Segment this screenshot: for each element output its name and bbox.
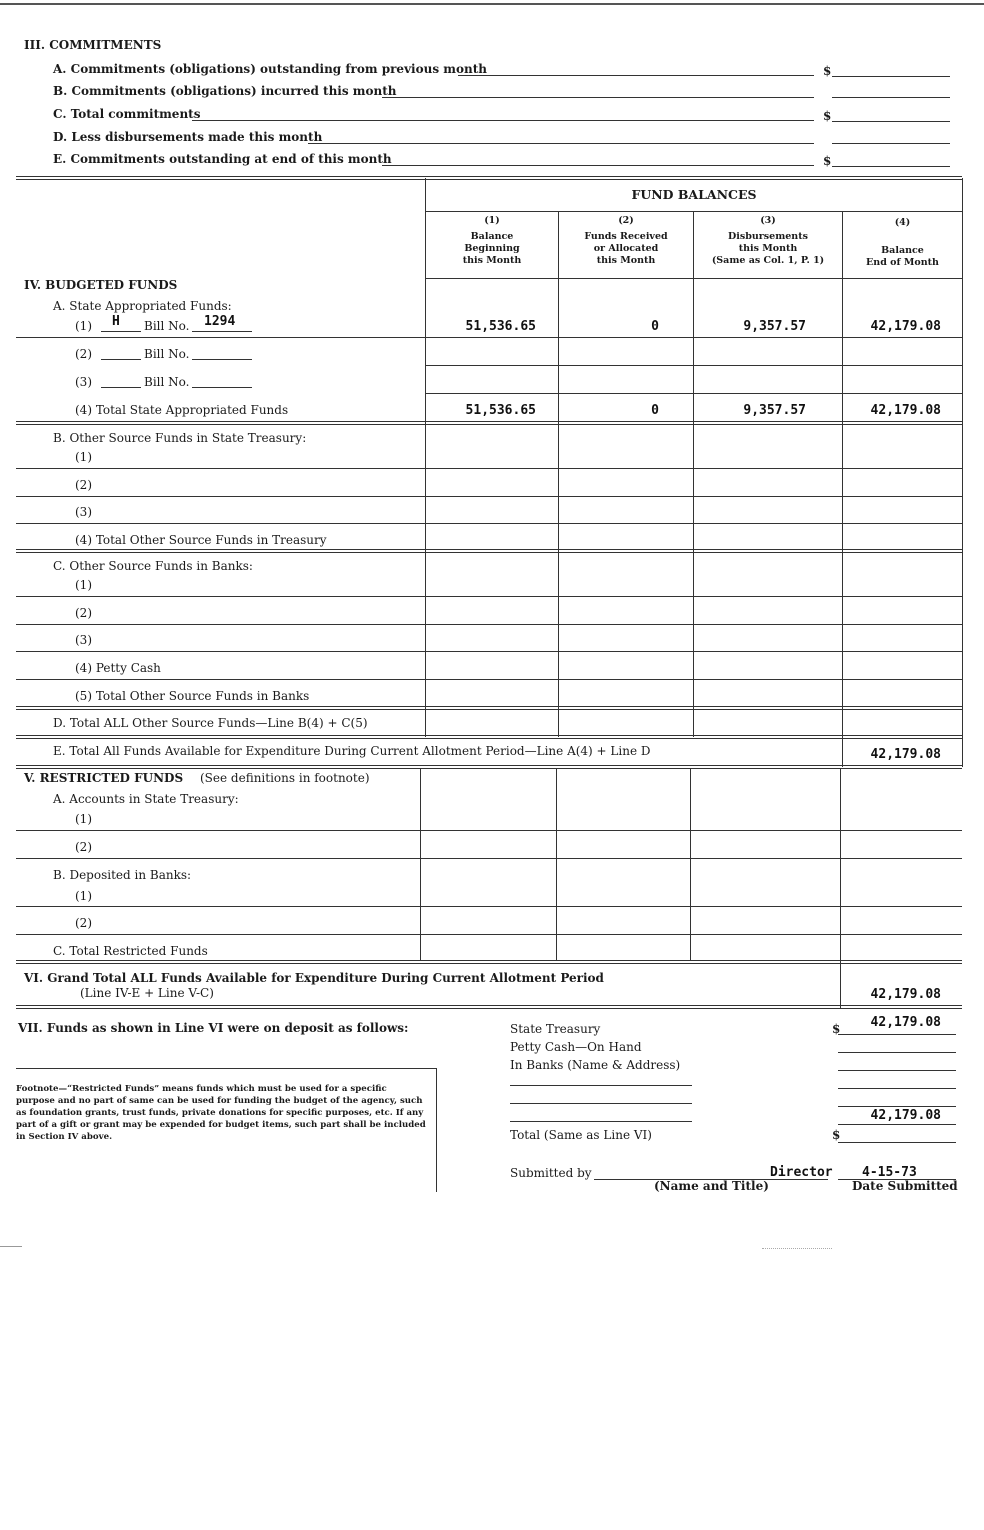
a1-bill-field[interactable]: [192, 331, 252, 332]
section-6-value: 42,179.08: [870, 987, 941, 1002]
row-rule-a2: [425, 365, 962, 366]
a1-bill-label: Bill No.: [144, 319, 190, 333]
col1-line1: Balance: [470, 231, 514, 242]
name-title-caption: (Name and Title): [654, 1179, 769, 1193]
a3-num: (3): [75, 375, 92, 389]
row-rule-c2: [16, 624, 962, 625]
section-3-title: III. COMMITMENTS: [24, 38, 162, 52]
v-col-divider-3: [690, 768, 691, 960]
restricted-banks-heading: B. Deposited in Banks:: [53, 868, 192, 882]
state-treasury-field[interactable]: [838, 1034, 956, 1035]
a3-bill-label: Bill No.: [144, 375, 190, 389]
col3-line2: this Month: [738, 243, 798, 254]
commitment-line-b-leader: [382, 97, 814, 98]
commitment-line-d-label: D. Less disbursements made this month: [53, 130, 323, 144]
c3-label: (3): [75, 633, 92, 647]
a3-prefix-field[interactable]: [101, 387, 141, 388]
top-edge-rule: [0, 3, 984, 5]
column-header-1: [426, 215, 558, 267]
other-banks-heading: C. Other Source Funds in Banks:: [53, 559, 253, 573]
a2-prefix-field[interactable]: [101, 359, 141, 360]
v-col-divider-2: [556, 768, 557, 960]
banks-amount-field-1[interactable]: [838, 1070, 956, 1071]
v-b2-label: (2): [75, 916, 92, 930]
total-amount-field[interactable]: [838, 1142, 956, 1143]
banks-amount-field-4[interactable]: [838, 1124, 956, 1125]
other-treasury-heading: B. Other Source Funds in State Treasury:: [53, 431, 307, 445]
banks-amount-field-2[interactable]: [838, 1088, 956, 1089]
banks-value: 42,179.08: [870, 1108, 941, 1123]
a4-col3-value: 9,357.57: [743, 403, 806, 418]
footnote-text: Footnote—“Restricted Funds” means funds which must be used for a specific purpose and no part of same can be used for funding the budget of the agency, such as foundation grants, trust funds, private donations for specific purposes, etc. If any part of a gift or grant may be expended for budget items, such part shall be included in Section IV above.: [16, 1084, 426, 1142]
b3-label: (3): [75, 505, 92, 519]
c2-label: (2): [75, 606, 92, 620]
commitment-line-a-amount-field[interactable]: [832, 76, 950, 77]
commitment-line-c-amount-field[interactable]: [832, 121, 950, 122]
row-rule-b2: [16, 496, 962, 497]
row-rule-vi: [16, 1005, 962, 1009]
banks-label: In Banks (Name & Address): [510, 1058, 681, 1072]
row-rule-v-a2: [16, 858, 962, 859]
restricted-total-label: C. Total Restricted Funds: [53, 944, 208, 958]
commitment-line-c-leader: [192, 120, 814, 121]
a4-col4-value: 42,179.08: [870, 403, 941, 418]
commitment-line-e-leader: [382, 165, 814, 166]
line-e-label: E. Total All Funds Available for Expenditure During Current Allotment Period—Line A(4) + Line D: [53, 744, 651, 758]
col-divider-3: [693, 212, 694, 737]
col1-line3: this Month: [462, 255, 522, 266]
col2-line1: Funds Received: [584, 231, 668, 242]
col2-line2: or Allocated: [593, 243, 659, 254]
c4-label: (4) Petty Cash: [75, 661, 161, 675]
v-a1-label: (1): [75, 812, 92, 826]
table-top-rule: [16, 176, 962, 180]
submitted-by-label: Submitted by: [510, 1166, 592, 1180]
col-divider-right: [962, 178, 963, 767]
scan-mark-right: [762, 1248, 832, 1249]
a2-num: (2): [75, 347, 92, 361]
col2-line3: this Month: [596, 255, 656, 266]
restricted-treasury-heading: A. Accounts in State Treasury:: [53, 792, 239, 806]
row-rule-c4: [16, 679, 962, 680]
section-7-title: VII. Funds as shown in Line VI were on deposit as follows:: [18, 1021, 409, 1035]
a2-bill-field[interactable]: [192, 359, 252, 360]
state-appropriated-heading: A. State Appropriated Funds:: [53, 299, 232, 313]
commitment-line-e-label: E. Commitments outstanding at end of this month: [53, 152, 392, 166]
commitment-line-a-dollar: $: [823, 64, 832, 78]
v-col-divider-1: [420, 768, 421, 960]
bank-name-field-2[interactable]: [510, 1103, 692, 1104]
row-rule-a1: [16, 337, 962, 338]
a1-prefix-value: H: [112, 314, 120, 329]
line-e-value: 42,179.08: [870, 747, 941, 762]
column-header-2: [559, 215, 693, 267]
signer-title: Director: [770, 1165, 833, 1180]
petty-cash-field[interactable]: [838, 1052, 956, 1053]
commitment-line-a-label: A. Commitments (obligations) outstanding from previous month: [53, 62, 487, 76]
a4-col2-value: 0: [651, 403, 659, 418]
a3-bill-field[interactable]: [192, 387, 252, 388]
row-rule-a3: [425, 393, 962, 394]
col3-line1: Disbursements: [728, 231, 808, 242]
c1-label: (1): [75, 578, 92, 592]
row-rule-c1: [16, 596, 962, 597]
state-treasury-value: 42,179.08: [870, 1015, 941, 1030]
total-label: Total (Same as Line VI): [510, 1128, 652, 1142]
col4-line3: End of Month: [866, 257, 939, 268]
petty-cash-label: Petty Cash—On Hand: [510, 1040, 642, 1054]
col4-line1: [843, 233, 962, 245]
section-5-note: (See definitions in footnote): [200, 771, 370, 785]
scan-mark-left: [0, 1246, 22, 1247]
column-header-rule: [425, 278, 962, 279]
b2-label: (2): [75, 478, 92, 492]
commitment-line-d-leader: [308, 143, 814, 144]
fund-balances-title: FUND BALANCES: [631, 187, 757, 202]
bank-name-field-3[interactable]: [510, 1121, 692, 1122]
section-4-title: IV. BUDGETED FUNDS: [24, 278, 178, 292]
line-d-label: D. Total ALL Other Source Funds—Line B(4) + C(5): [53, 716, 368, 730]
row-rule-a4: [16, 421, 962, 425]
row-rule-b3: [16, 523, 962, 524]
footnote-box-right: [436, 1068, 437, 1192]
a1-col2-value: 0: [651, 319, 659, 334]
a4-label: (4) Total State Appropriated Funds: [75, 403, 289, 417]
section-6-subtitle: (Line IV-E + Line V-C): [80, 986, 214, 1000]
v-a2-label: (2): [75, 840, 92, 854]
total-dollar: $: [832, 1128, 841, 1142]
row-rule-v-b1: [16, 906, 962, 907]
commitment-line-e-amount-field[interactable]: [832, 166, 950, 167]
commitment-line-c-dollar: $: [823, 109, 832, 123]
col1-num: (1): [484, 215, 500, 226]
v-col-divider-4: [840, 768, 841, 1008]
row-rule-c5: [16, 706, 962, 710]
commitment-line-c-label: C. Total commitments: [53, 107, 201, 121]
commitment-line-d-amount-field[interactable]: [832, 143, 950, 144]
b1-label: (1): [75, 450, 92, 464]
section-5-title: V. RESTRICTED FUNDS: [24, 771, 184, 785]
row-rule-e: [16, 765, 962, 769]
commitment-line-b-label: B. Commitments (obligations) incurred this month: [53, 84, 397, 98]
a1-col4-value: 42,179.08: [870, 319, 941, 334]
a1-col3-value: 9,357.57: [743, 319, 806, 334]
a2-bill-label: Bill No.: [144, 347, 190, 361]
date-caption: Date Submitted: [852, 1179, 958, 1193]
commitment-line-e-dollar: $: [823, 154, 832, 168]
a1-num: (1): [75, 319, 92, 333]
col4-line2: Balance: [881, 245, 924, 256]
footnote-box-top: [16, 1068, 436, 1069]
v-b1-label: (1): [75, 889, 92, 903]
row-rule-v-total: [16, 960, 962, 964]
a1-col1-value: 51,536.65: [465, 319, 536, 334]
column-header-4: [843, 217, 962, 269]
state-treasury-label: State Treasury: [510, 1022, 601, 1036]
row-rule-c3: [16, 651, 962, 652]
row-rule-d: [16, 735, 962, 739]
commitment-line-a-leader: [458, 75, 814, 76]
a4-col1-value: 51,536.65: [465, 403, 536, 418]
bank-name-field-1[interactable]: [510, 1085, 692, 1086]
c5-label: (5) Total Other Source Funds in Banks: [75, 689, 310, 703]
section-6-title: VI. Grand Total ALL Funds Available for Expenditure During Current Allotment Period: [24, 971, 604, 985]
commitment-line-b-amount-field[interactable]: [832, 97, 950, 98]
col3-line3: (Same as Col. 1, P. 1): [711, 255, 825, 266]
col1-line2: Beginning: [464, 243, 520, 254]
date-value: 4-15-73: [862, 1165, 917, 1180]
column-header-3: [694, 215, 842, 267]
a1-bill-no: 1294: [204, 314, 236, 329]
b4-label: (4) Total Other Source Funds in Treasury: [75, 533, 327, 547]
row-rule-v-a1: [16, 830, 962, 831]
row-rule-b4: [16, 549, 962, 553]
col4-num: (4): [894, 217, 911, 228]
col2-num: (2): [618, 215, 634, 226]
row-rule-v-b2: [16, 934, 962, 935]
col3-num: (3): [760, 215, 776, 226]
a1-prefix-field[interactable]: [101, 331, 141, 332]
state-treasury-dollar: $: [832, 1022, 841, 1036]
row-rule-b1: [16, 468, 962, 469]
banks-amount-field-3[interactable]: [838, 1106, 956, 1107]
col-divider-2: [558, 212, 559, 737]
col-divider-4: [842, 212, 843, 767]
fund-balances-title-rule: [425, 211, 962, 212]
